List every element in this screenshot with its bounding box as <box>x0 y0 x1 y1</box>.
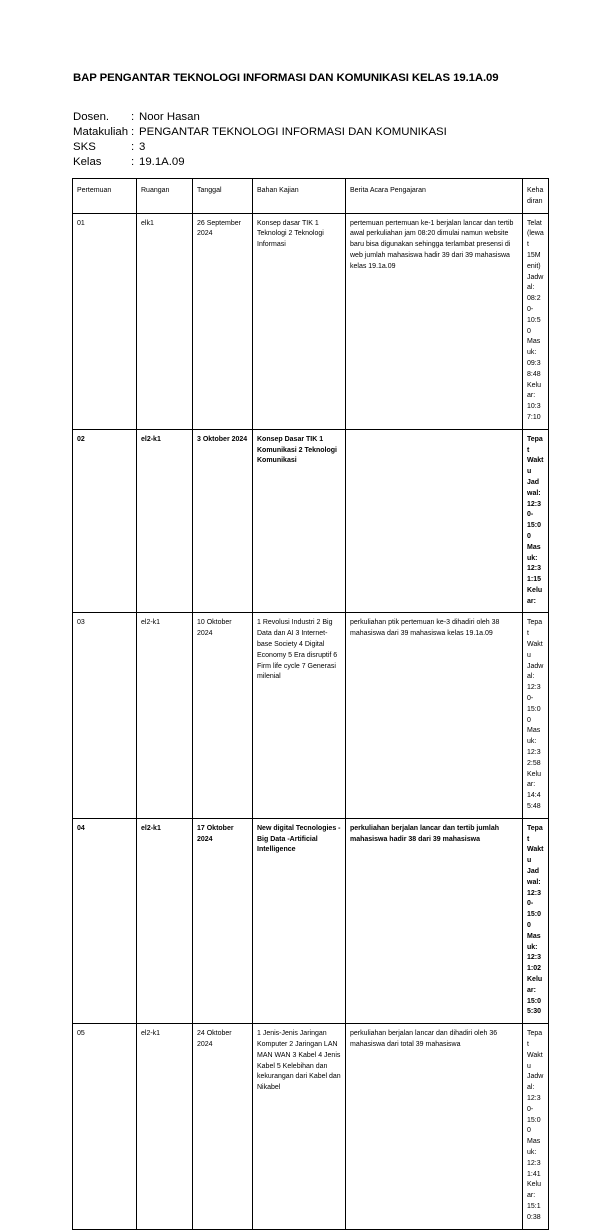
cell-ruangan: el2-k1 <box>137 613 193 818</box>
header-tanggal: Tanggal <box>193 179 253 214</box>
bap-table <box>72 178 549 1230</box>
cell-kehadiran: Tepat Waktu Jadwal: 12:30-15:00 Masuk: 12:31:41 Keluar: 15:10:38 <box>523 1024 549 1229</box>
cell-tanggal: 10 Oktober 2024 <box>193 613 253 818</box>
cell-berita <box>346 429 523 613</box>
table-row <box>73 429 549 613</box>
table-row <box>73 613 549 818</box>
meta-value: 19.1A.09 <box>139 156 185 168</box>
cell-tanggal: 26 September 2024 <box>193 213 253 429</box>
cell-kehadiran: Tepat Waktu Jadwal: 12:30-15:00 Masuk: 12:31:15 Keluar: <box>523 429 549 613</box>
cell-ruangan: elk1 <box>137 213 193 429</box>
table-row <box>73 213 549 429</box>
header-pertemuan: Pertemuan <box>73 179 137 214</box>
cell-pertemuan: 05 <box>73 1024 137 1229</box>
cell-bahan: Konsep dasar TIK 1 Teknologi 2 Teknologi Informasi <box>253 213 346 429</box>
header-kehadiran: Kehadiran <box>523 179 549 214</box>
cell-berita: perkuliahan berjalan lancar dan tertib jumlah mahasiswa hadir 38 dari 39 mahasiswa <box>346 818 523 1023</box>
meta-label: SKS <box>73 141 96 153</box>
cell-bahan: Konsep Dasar TIK 1 Komunikasi 2 Teknologi Komunikasi <box>253 429 346 613</box>
document-title: BAP PENGANTAR TEKNOLOGI INFORMASI DAN KOMUNIKASI KELAS 19.1A.09 <box>73 72 499 84</box>
meta-value: PENGANTAR TEKNOLOGI INFORMASI DAN KOMUNIKASI <box>139 126 447 138</box>
meta-row-dosen: Dosen. : Noor Hasan <box>73 111 200 123</box>
cell-bahan: New digital Tecnologies -Big Data -Artificial Intelligence <box>253 818 346 1023</box>
cell-berita: perkuliahan berjalan lancar dan dihadiri oleh 36 mahasiswa dari total 39 mahasiswa <box>346 1024 523 1229</box>
cell-pertemuan: 03 <box>73 613 137 818</box>
cell-kehadiran: Tepat Waktu Jadwal: 12:30-15:00 Masuk: 12:32:58 Keluar: 14:45:48 <box>523 613 549 818</box>
table-header-row <box>73 179 549 214</box>
cell-ruangan: el2-k1 <box>137 1024 193 1229</box>
meta-row-matakuliah: Matakuliah : PENGANTAR TEKNOLOGI INFORMASI DAN KOMUNIKASI <box>73 126 447 138</box>
table-row <box>73 818 549 1023</box>
meta-value: 3 <box>139 141 146 153</box>
header-bahan-kajian: Bahan Kajian <box>253 179 346 214</box>
cell-bahan: 1 Jenis-Jenis Jaringan Komputer 2 Jaringan LAN MAN WAN 3 Kabel 4 Jenis Kabel 5 Kelebihan dan kekurangan dari Kabel dan Nikabel <box>253 1024 346 1229</box>
course-meta <box>73 110 447 170</box>
meta-row-sks: SKS : 3 <box>73 141 146 153</box>
cell-tanggal: 17 Oktober 2024 <box>193 818 253 1023</box>
meta-value: Noor Hasan <box>139 111 200 123</box>
header-berita-acara: Berita Acara Pengajaran <box>346 179 523 214</box>
cell-kehadiran: Telat (lewat 15Menit) Jadwal: 08:20-10:50 Masuk: 09:38:48 Keluar: 10:37:10 <box>523 213 549 429</box>
table-row <box>73 1024 549 1229</box>
meta-label: Matakuliah <box>73 126 129 138</box>
meta-label: Kelas <box>73 156 102 168</box>
cell-bahan: 1 Revolusi Industri 2 Big Data dan AI 3 Internet-base Society 4 Digital Economy 5 Era disruptif 6 Firm life cycle 7 Generasi milenial <box>253 613 346 818</box>
meta-row-kelas: Kelas : 19.1A.09 <box>73 156 185 168</box>
cell-pertemuan: 04 <box>73 818 137 1023</box>
cell-pertemuan: 02 <box>73 429 137 613</box>
cell-tanggal: 3 Oktober 2024 <box>193 429 253 613</box>
cell-ruangan: el2-k1 <box>137 818 193 1023</box>
cell-berita: perkuliahan ptik pertemuan ke-3 dihadiri oleh 38 mahasiswa dari 39 mahasiswa kelas 19.1a.09 <box>346 613 523 818</box>
cell-kehadiran: Tepat Waktu Jadwal: 12:30-15:00 Masuk: 12:31:02 Keluar: 15:05:30 <box>523 818 549 1023</box>
cell-ruangan: el2-k1 <box>137 429 193 613</box>
cell-berita: pertemuan pertemuan ke-1 berjalan lancar dan tertib awal perkuliahan jam 08:20 dimulai namun website baru bisa digunakan sehingga terlambat presensi di web jumlah mahasiswa hadir 39 dari 39 mahasiswa kelas 19.1a.09 <box>346 213 523 429</box>
header-ruangan: Ruangan <box>137 179 193 214</box>
cell-pertemuan: 01 <box>73 213 137 429</box>
cell-tanggal: 24 Oktober 2024 <box>193 1024 253 1229</box>
meta-label: Dosen. <box>73 111 110 123</box>
